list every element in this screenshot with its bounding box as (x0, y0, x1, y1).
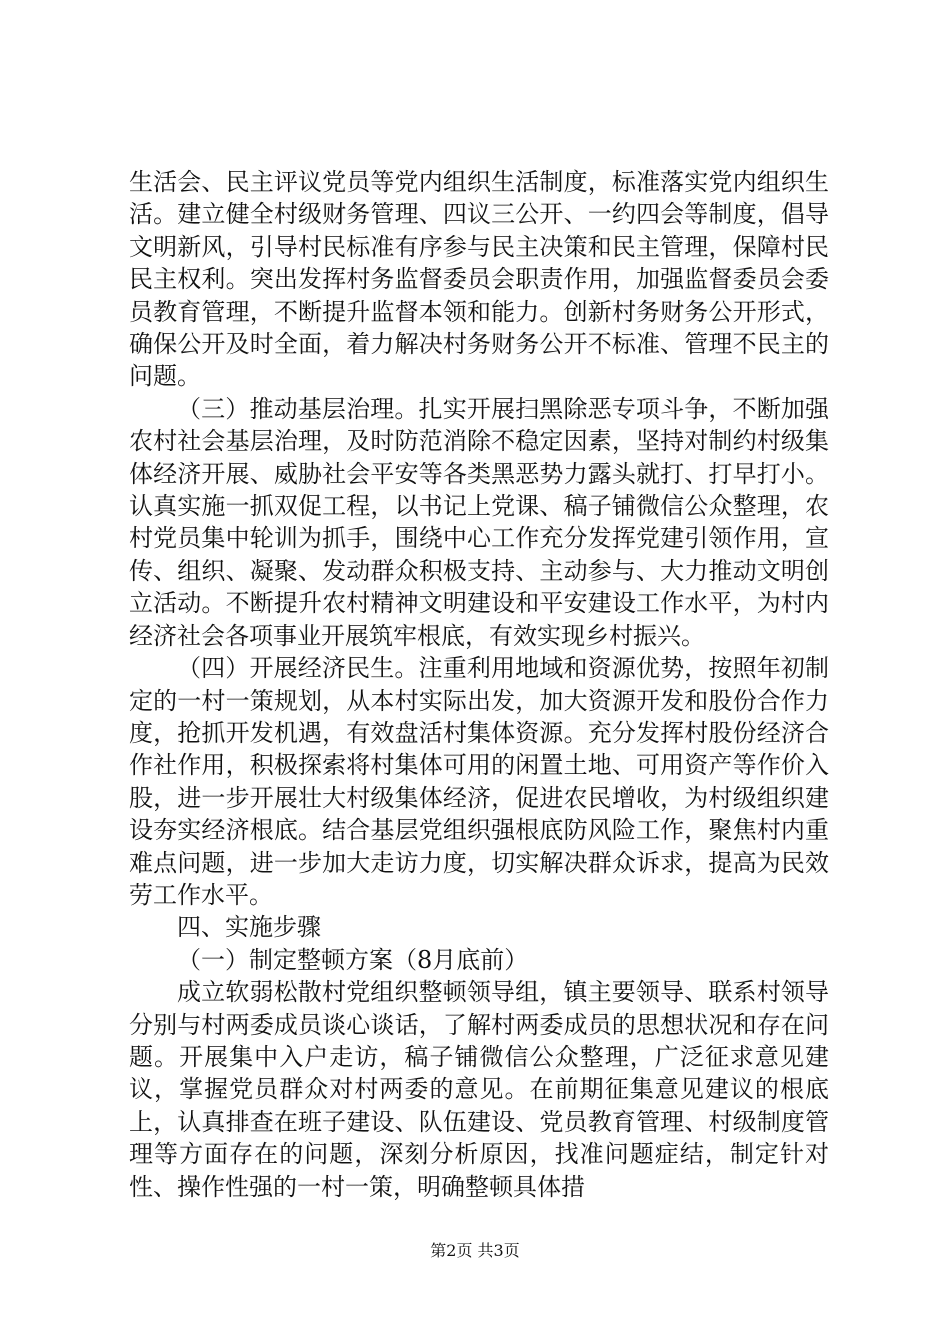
page-number-footer: 第2页 共3页 (430, 1241, 520, 1260)
paragraph-economy-livelihood: （四）开展经济民生。注重利用地域和资源优势，按照年初制定的一村一策规划，从本村实际出发，加大资源开发和股份合作力度，抢抓开发机遇，有效盘活村集体资源。充分发挥村股份经济合作社作用，积极探索将村集体可用的闲置土地、可用资产等作价入股，进一步开展壮大村级集体经济，促进农民增收，为村级组织建设夯实经济根底。结合基层党组织强根底防风险工作，聚焦村内重难点问题，进一步加大走访力度，切实解决群众诉求，提高为民效劳工作水平。 (129, 654, 829, 909)
section-heading-steps: 四、实施步骤 (177, 913, 321, 942)
subheading-plan: （一）制定整顿方案（8月底前） (177, 945, 529, 974)
paragraph-grassroots-governance: （三）推动基层治理。扎实开展扫黑除恶专项斗争，不断加强农村社会基层治理，及时防范消除不稳定因素，坚持对制约村级集体经济开展、威胁社会平安等各类黑恶势力露头就打、打早打小。认真实施一抓双促工程，以书记上党课、稿子铺微信公众整理，农村党员集中轮训为抓手，围绕中心工作充分发挥党建引领作用，宣传、组织、凝聚、发动群众积极支持、主动参与、大力推动文明创立活动。不断提升农村精神文明建设和平安建设工作水平，为村内经济社会各项事业开展筑牢根底，有效实现乡村振兴。 (129, 394, 829, 650)
paragraph-plan-details: 成立软弱松散村党组织整顿领导组，镇主要领导、联系村领导分别与村两委成员谈心谈话，了解村两委成员的思想状况和存在问题。开展集中入户走访，稿子铺微信公众整理，广泛征求意见建议，掌握党员群众对村两委的意见。在前期征集意见建议的根底上，认真排查在班子建设、队伍建设、党员教育管理、村级制度管理等方面存在的问题，深刻分析原因，找准问题症结，制定针对性、操作性强的一村一策，明确整顿具体措 (129, 978, 829, 1201)
paragraph-continuation: 生活会、民主评议党员等党内组织生活制度，标准落实党内组织生活。建立健全村级财务管理、四议三公开、一约四会等制度，倡导文明新风，引导村民标准有序参与民主决策和民主管理，保障村民民主权利。突出发挥村务监督委员会职责作用，加强监督委员会委员教育管理，不断提升监督本领和能力。创新村务财务公开形式，确保公开及时全面，着力解决村务财务公开不标准、管理不民主的问题。 (129, 168, 829, 391)
document-body (129, 166, 829, 1203)
